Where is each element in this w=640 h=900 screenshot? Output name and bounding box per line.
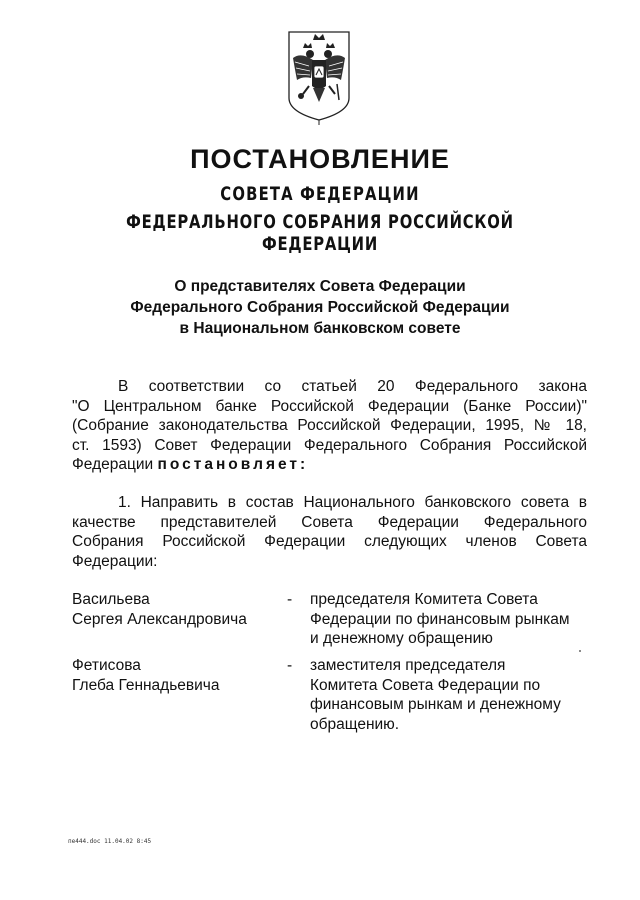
member-given-names: Глеба Геннадьевича (72, 676, 220, 694)
list-dash: - (287, 657, 293, 674)
position-line: финансовым рынкам и денежному (310, 696, 561, 714)
position-line: заместителя председателя (310, 657, 506, 674)
file-reference: пе444.doc 11.04.02 8:45 (68, 838, 152, 845)
member-position (310, 656, 590, 734)
document-title: ПОСТАНОВЛЕНИЕ (190, 144, 450, 174)
position-line: Комитета Совета Федерации по (310, 676, 541, 694)
resolution-verb: постановляет: (157, 456, 309, 474)
member-name (72, 656, 272, 695)
scan-speck (579, 650, 581, 652)
position-line: председателя Комитета Совета (310, 591, 538, 608)
position-line: обращению. (310, 715, 400, 733)
subject-line: Федерального Собрания Российской Федерации (130, 299, 510, 316)
clause-1-paragraph (72, 493, 587, 571)
paragraph-line (72, 455, 587, 475)
member-given-names: Сергея Александровича (72, 610, 247, 628)
list-dash: - (287, 591, 293, 608)
paragraph-line: В соответствии со статьей 20 Федерального закона (118, 378, 587, 395)
member-name (72, 590, 272, 629)
russian-coat-of-arms-icon (283, 28, 355, 126)
subject-line: О представителях Совета Федерации (174, 278, 466, 295)
paragraph-text: Федерации (72, 456, 158, 474)
position-line: и денежному обращению (310, 630, 493, 648)
paragraph-line: (Собрание законодательства Российской Федерации, 1995, № 18, (72, 417, 587, 435)
paragraph-line: "О Центральном банке Российской Федерации (Банке России)" (72, 397, 587, 415)
issuer-line-1: СОВЕТА ФЕДЕРАЦИИ (220, 183, 420, 205)
issuer-line-2: ФЕДЕРАЛЬНОГО СОБРАНИЯ РОССИЙСКОЙ ФЕДЕРАЦИИ (126, 211, 514, 255)
preamble-paragraph (72, 377, 587, 475)
member-surname: Фетисова (72, 657, 141, 674)
member-position (310, 590, 590, 649)
paragraph-line: 1. Направить в состав Национального банковского совета в (118, 494, 587, 511)
paragraph-line: Федерации: (72, 552, 158, 570)
subject-line: в Национальном банковском совете (179, 320, 461, 337)
document-subject (0, 276, 640, 339)
paragraph-line: качестве представителей Совета Федерации Федерального (72, 513, 587, 531)
position-line: Федерации по финансовым рынкам (310, 610, 570, 628)
member-surname: Васильева (72, 591, 150, 608)
paragraph-line: ст. 1593) Совет Федерации Федерального Собрания Российской (72, 436, 587, 454)
paragraph-line: Собрания Российской Федерации следующих членов Совета (72, 533, 587, 551)
